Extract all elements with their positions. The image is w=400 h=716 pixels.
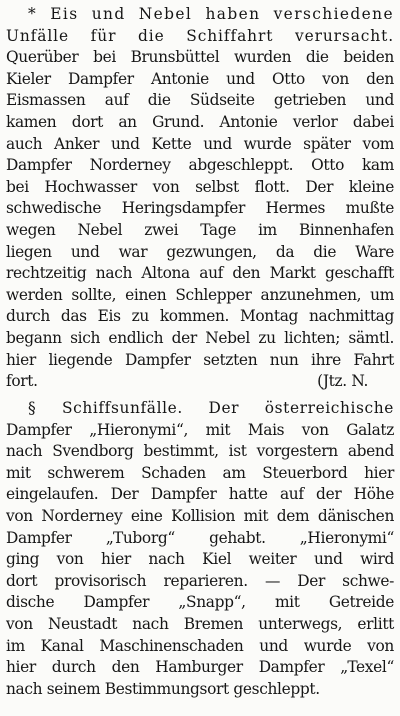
text-line: von Neustadt nach Bremen unterwegs, erlitt bbox=[6, 614, 394, 633]
text-line: im Kanal Maschinenschaden und wurde von bbox=[6, 636, 394, 655]
text-line: * Eis und Nebel haben verschiedene bbox=[28, 5, 394, 23]
text-line-last bbox=[6, 679, 394, 701]
text-line: von Norderney eine Kollision mit dem dänischen bbox=[6, 506, 394, 525]
text-line: hier liegende Dampfer setzten nun ihre Fahrt bbox=[6, 350, 394, 369]
text-line: Dampfer „Tuborg“ gehabt. „Hieronymi“ bbox=[6, 528, 394, 547]
text-line-end: fort. bbox=[6, 372, 38, 391]
text-line: Dampfer Norderney abgeschleppt. Otto kam bbox=[6, 156, 394, 175]
text-line: schwedische Heringsdampfer Hermes mußte bbox=[6, 199, 394, 218]
text-line: hier durch den Hamburger Dampfer „Texel“ bbox=[6, 658, 394, 677]
text-line: Unfälle für die Schiffahrt verursacht. bbox=[6, 26, 394, 45]
source-attribution: (Jtz. N. bbox=[317, 372, 368, 391]
text-line: kamen dort an Grund. Antonie verlor dabei bbox=[6, 112, 394, 131]
text-line: liegen und war gezwungen, da die Ware bbox=[6, 242, 394, 261]
text-line: begann sich endlich der Nebel zu lichten; sämtl. bbox=[6, 328, 394, 347]
text-line: dort provisorisch reparieren. — Der schwe- bbox=[6, 571, 394, 590]
text-line: bei Hochwasser von selbst flott. Der kleine bbox=[6, 177, 394, 196]
text-line: Querüber bei Brunsbüttel wurden die beiden bbox=[6, 48, 394, 67]
text-line-last bbox=[6, 371, 394, 393]
article-ship-accidents bbox=[6, 398, 394, 700]
text-line: auch Anker und Kette und wurde später vom bbox=[6, 134, 394, 153]
text-line: Kieler Dampfer Antonie und Otto von den bbox=[6, 69, 394, 88]
text-line: dische Dampfer „Snapp“, mit Getreide bbox=[6, 593, 394, 612]
text-line: wegen Nebel zwei Tage im Binnenhafen bbox=[6, 220, 394, 239]
text-line: nach Svendborg bestimmt, ist vorgestern abend bbox=[6, 442, 394, 461]
text-line: eingelaufen. Der Dampfer hatte auf der Höhe bbox=[6, 485, 394, 504]
text-line: Eismassen auf die Südseite getrieben und bbox=[6, 91, 394, 110]
text-line: ging von hier nach Kiel weiter und wird bbox=[6, 550, 394, 569]
text-line: § Schiffsunfälle. Der österreichische bbox=[28, 399, 394, 417]
text-line: durch das Eis zu kommen. Montag nachmittag bbox=[6, 307, 394, 326]
article-ice-and-fog bbox=[6, 4, 394, 393]
text-line: Dampfer „Hieronymi“, mit Mais von Galatz bbox=[6, 420, 394, 439]
text-line-end: nach seinem Bestimmungsort geschleppt. bbox=[6, 679, 320, 698]
text-line: werden sollte, einen Schlepper anzunehmen, um bbox=[6, 285, 394, 304]
text-line: mit schwerem Schaden am Steuerbord hier bbox=[6, 463, 394, 482]
text-line: rechtzeitig nach Altona auf den Markt geschafft bbox=[6, 264, 394, 283]
